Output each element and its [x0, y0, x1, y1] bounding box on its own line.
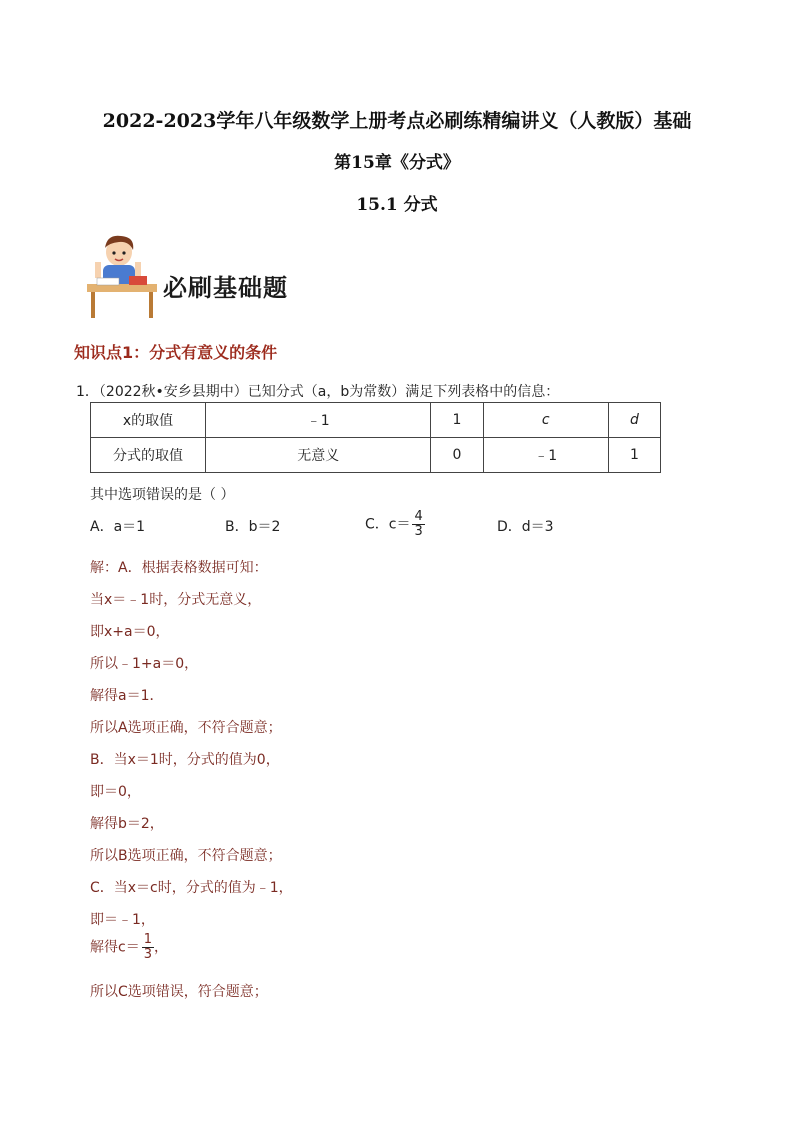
solution-line: B．当x＝1时，分式的值为0，: [90, 752, 280, 768]
solution-line: 解：A．根据表格数据可知：: [90, 560, 268, 576]
solution-line: 所以﹣1+a＝0，: [90, 656, 199, 672]
solution-line: C．当x＝c时，分式的值为﹣1，: [90, 880, 293, 896]
solution-line: 解得b＝2，: [90, 816, 164, 832]
solution-line: 即＝﹣1，: [90, 912, 155, 928]
option-c-label: C．c＝: [365, 516, 411, 533]
table-cell: ﹣1: [483, 438, 608, 473]
solution-line: 所以A选项正确，不符合题意；: [90, 720, 282, 736]
table-cell: c: [483, 403, 608, 438]
table-cell: 无意义: [206, 438, 431, 473]
table-row: [91, 438, 661, 473]
table-cell: ﹣1: [206, 403, 431, 438]
document-title: 2022-2023学年八年级数学上册考点必刷练精编讲义（人教版）基础: [102, 110, 692, 132]
question-stem: 1．（2022秋•安乡县期中）已知分式（a，b为常数）满足下列表格中的信息：: [76, 384, 560, 400]
fraction-denominator: 3: [414, 524, 423, 539]
solution-line: 所以C选项错误，符合题意；: [90, 984, 268, 1000]
table-cell: x的取值: [91, 403, 206, 438]
chapter-title: 第15章《分式》: [334, 153, 460, 173]
knowledge-point-heading: 知识点1：分式有意义的条件: [74, 343, 278, 362]
solution-line: 即＝0，: [90, 784, 141, 800]
fraction: [412, 510, 424, 539]
table-cell: 1: [431, 403, 483, 438]
banner-label: 必刷基础题: [163, 274, 288, 302]
table-cell: 分式的取值: [91, 438, 206, 473]
solution-line: 解得a＝1．: [90, 688, 164, 704]
question-prompt: 其中选项错误的是（ ）: [90, 487, 235, 503]
solution-line: 所以B选项正确，不符合题意；: [90, 848, 282, 864]
value-table: [90, 402, 661, 473]
fraction-denominator: 3: [143, 947, 152, 962]
banner: [85, 232, 345, 322]
section-title: 15.1 分式: [356, 195, 438, 215]
fraction-numerator: 1: [143, 932, 152, 947]
fraction: [142, 933, 154, 962]
option-a: A．a＝1: [90, 519, 146, 535]
student-at-desk-icon: [85, 232, 165, 322]
table-cell: 0: [431, 438, 483, 473]
table-cell: 1: [608, 438, 660, 473]
option-d: D．d＝3: [497, 519, 554, 535]
solution-text: 解得c＝: [90, 939, 140, 956]
fraction-numerator: 4: [414, 509, 423, 524]
option-b: B．b＝2: [225, 519, 281, 535]
solution-text: ，: [153, 939, 168, 956]
solution-line: 即x+a＝0，: [90, 624, 170, 640]
solution-line: 当x＝﹣1时，分式无意义，: [90, 592, 262, 608]
option-c: [365, 510, 425, 539]
solution-line: [90, 933, 168, 962]
table-cell: d: [608, 403, 660, 438]
table-row: [91, 403, 661, 438]
